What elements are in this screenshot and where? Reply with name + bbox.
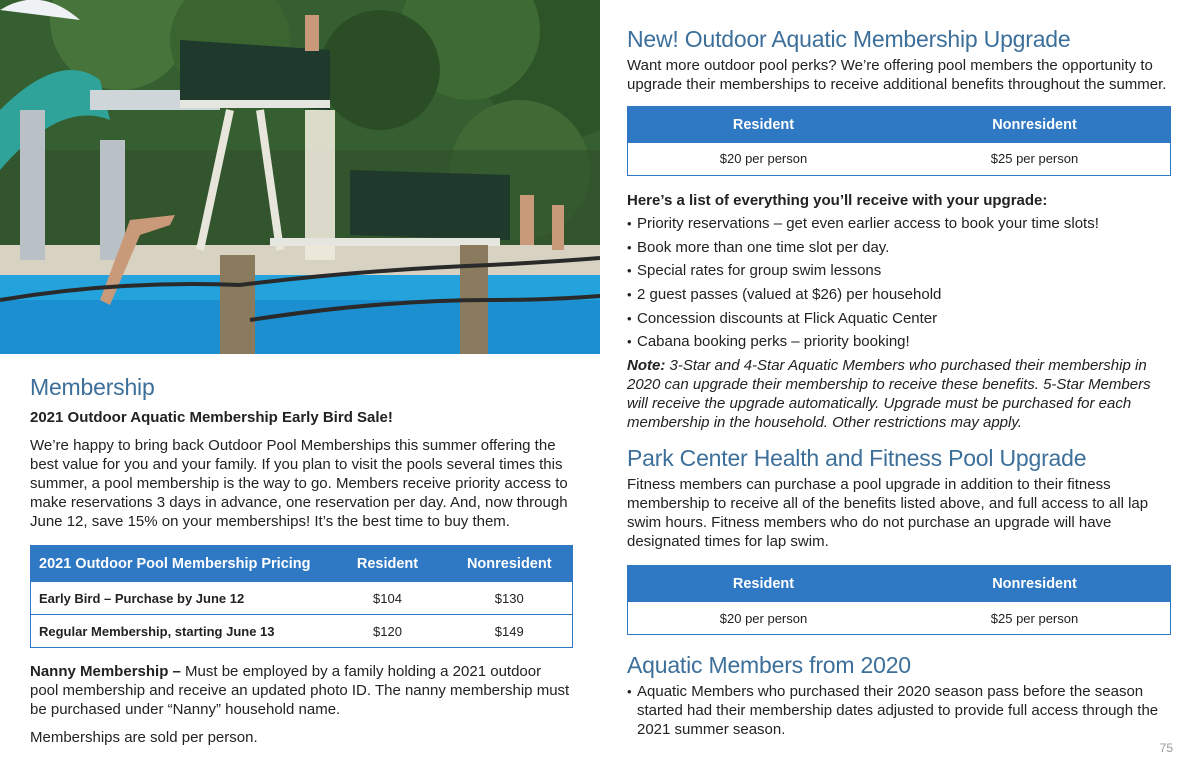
list-item: • Book more than one time slot per day. [627,238,1171,257]
fitness-upgrade-paragraph: Fitness members can purchase a pool upgrade in addition to their fitness membership to receive all of the benefits listed above, and full access to all lap swim hours. Fitness members who do not purchase an upgrade will have designated times for lap swim. [627,476,1149,551]
note-text: 3-Star and 4-Star Aquatic Members who purchased their membership in 2020 can upgrade their membership to receive these benefits. 5-Star Members will receive the upgrade automatically. Upgrade must be purchased for each membership in the household. Other restrictions may apply. [627,357,1151,432]
upgrade-note [627,356,1171,432]
upgrade-table-header-row [628,107,1171,143]
pricing-header-nonresident: Nonresident [447,546,573,582]
fitness-header-resident: Resident [628,566,900,602]
fitness-resident-price: $20 per person [719,610,808,626]
fitness-nonresident-price: $25 per person [990,610,1079,626]
upgrade-intro-paragraph: Want more outdoor pool perks? We’re offering pool members the opportunity to upgrade their memberships to receive additional benefits throughout the summer. [627,57,1167,93]
upgrade-benefits-list [627,214,1171,351]
table-row [31,615,573,648]
membership-intro-paragraph: We’re happy to bring back Outdoor Pool Memberships this summer offering the best value for you and your family. If you plan to visit the pools several times this summer, a pool membership is the way to go. Members receive priority access to make reservations 3 days in advance, one reservation per day. And, now through June 12, save 15% on your memberships! It’s the best time to buy them. [30,437,568,530]
table-row [628,143,1171,176]
upgrade-list-heading: Here’s a list of everything you’ll receive with your upgrade: [627,192,1048,209]
table-row [31,582,573,615]
upgrade-header-nonresident: Nonresident [899,107,1171,143]
pool-scene-illustration [0,0,600,354]
fitness-upgrade-pricing-table [627,565,1171,635]
note-label: Note: [627,357,666,375]
list-item: • Aquatic Members who purchased their 2020 season pass before the season started had their membership dates adjusted to provide full access through the 2021 summer season. [627,682,1171,739]
pricing-row-resident: $120 [329,615,447,648]
pricing-row-resident: $104 [329,582,447,615]
pricing-row-nonresident: $130 [447,582,573,615]
pricing-row-label: Early Bird – Purchase by June 12 [31,582,329,615]
page-number: 75 [1159,741,1173,755]
nanny-membership-label: Nanny Membership – [30,663,181,680]
fitness-pool-upgrade-title: Park Center Health and Fitness Pool Upgrade [627,445,1087,472]
upgrade-nonresident-price: $25 per person [990,151,1079,167]
early-bird-heading: 2021 Outdoor Aquatic Membership Early Bird Sale! [30,409,393,426]
fitness-header-nonresident: Nonresident [899,566,1171,602]
upgrade-title: New! Outdoor Aquatic Membership Upgrade [627,26,1071,52]
pricing-header-label: 2021 Outdoor Pool Membership Pricing [31,546,329,582]
list-item: • Concession discounts at Flick Aquatic Center [627,309,1171,328]
list-item: • Priority reservations – get even earlier access to book your time slots! [627,214,1171,233]
pricing-header-resident: Resident [329,546,447,582]
fitness-table-header-row [628,566,1171,602]
aquatic-members-2020-title: Aquatic Members from 2020 [627,652,911,679]
sold-per-person-text: Memberships are sold per person. [30,729,258,746]
nanny-membership-paragraph [30,662,573,719]
list-item: • 2 guest passes (valued at $26) per household [627,285,1171,304]
upgrade-pricing-table [627,106,1171,176]
membership-title: Membership [30,374,155,400]
membership-section [30,372,573,747]
list-item: • Special rates for group swim lessons [627,261,1171,280]
pricing-row-nonresident: $149 [447,615,573,648]
pricing-row-label: Regular Membership, starting June 13 [31,615,329,648]
upgrade-resident-price: $20 per person [719,151,808,167]
upgrade-header-resident: Resident [628,107,900,143]
list-item: • Cabana booking perks – priority booking! [627,332,1171,351]
upgrade-section [627,24,1171,744]
nanny-membership-text: Must be employed by a family holding a 2021 outdoor pool membership and receive an updated photo ID. The nanny membership must be purchased under “Nanny” household name. [30,663,570,718]
pricing-table-header-row [31,546,573,582]
outdoor-pool-pricing-table [30,545,573,648]
table-row [628,602,1171,635]
pool-diving-photo [0,0,600,354]
aquatic-members-2020-list [627,682,1171,739]
